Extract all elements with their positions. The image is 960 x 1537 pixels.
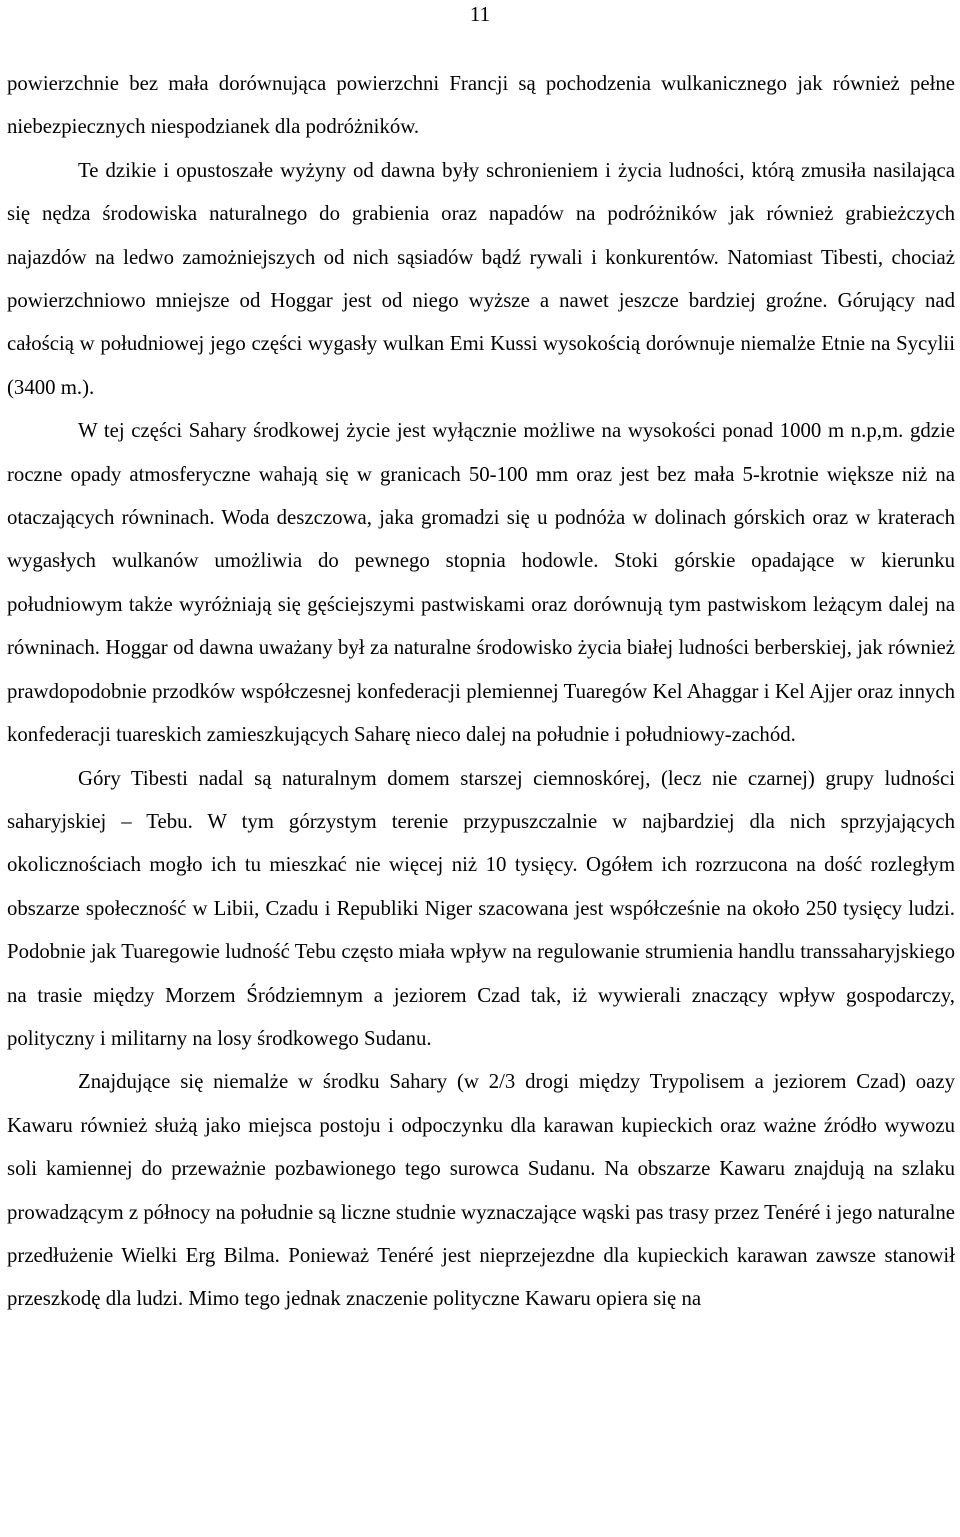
paragraph-tibesti-hoggar: Te dzikie i opustoszałe wyżyny od dawna były schronieniem i życia ludności, którą zmusiła nasilająca się nędza środowiska naturalnego do grabienia oraz napadów na podróżników jak również grabieżczych najazdów na ledwo zamożniejszych od nich sąsiadów bądź rywali i konkurentów. Natomiast Tibesti, chociaż powierzchniowo mniejsze od Hoggar jest od niego wyższe a nawet jeszcze bardziej groźne. Górujący nad całością w południowej jego części wygasły wulkan Emi Kussi wysokością dorównuje niemalże Etnie na Sycylii (3400 m.). (7, 158, 955, 399)
paragraph-continuation: powierzchnie bez mała dorównująca powierzchni Francji są pochodzenia wulkanicznego jak również pełne niebezpiecznych niespodzianek dla podróżników. (7, 72, 955, 139)
paragraph-life-conditions: W tej części Sahary środkowej życie jest wyłącznie możliwe na wysokości ponad 1000 m n.p,m. gdzie roczne opady atmosferyczne wahają się w granicach 50-100 mm oraz jest bez mała 5-krotnie większe niż na otaczających równinach. Woda deszczowa, jaka gromadzi się u podnóża w dolinach górskich oraz w kraterach wygasłych wulkanów umożliwia do pewnego stopnia hodowle. Stoki górskie opadające w kierunku południowym także wyróżniają się gęściejszymi pastwiskami oraz dorównują tym pastwiskom leżącym dalej na równinach. Hoggar od dawna uważany był za naturalne środowisko życia białej ludności berberskiej, jak również prawdopodobnie przodków współczesnej konfederacji plemiennej Tuaregów Kel Ahaggar i Kel Ajjer oraz innych konfederacji tuareskich zamieszkujących Saharę nieco dalej na południe i południowy-zachód. (7, 419, 955, 747)
paragraph-kawaru: Znajdujące się niemalże w środku Sahary (w 2/3 drogi między Trypolisem a jeziorem Czad) oazy Kawaru również służą jako miejsca postoju i odpoczynku dla karawan kupieckich oraz ważne źródło wywozu soli kamiennej do przeważnie pozbawionego tego surowca Sudanu. Na obszarze Kawaru znajdują na szlaku prowadzącym z północy na południe są liczne studnie wyznaczające wąski pas trasy przez Tenéré i jego naturalne przedłużenie Wielki Erg Bilma. Ponieważ Tenéré jest nieprzejezdne dla kupieckich karawan zawsze stanowił przeszkodę dla ludzi. Mimo tego jednak znaczenie polityczne Kawaru opiera się na (7, 1070, 955, 1311)
document-body (7, 62, 955, 1321)
page-number: 11 (469, 2, 491, 26)
paragraph-tebu: Góry Tibesti nadal są naturalnym domem starszej ciemnoskórej, (lecz nie czarnej) grupy ludności saharyjskiej – Tebu. W tym górzystym terenie przypuszczalnie w najbardziej dla nich sprzyjających okolicznościach mogło ich tu mieszkać nie więcej niż 10 tysięcy. Ogółem ich rozrzucona na dość rozległym obszarze społeczność w Libii, Czadu i Republiki Niger szacowana jest współcześnie na około 250 tysięcy ludzi. Podobnie jak Tuaregowie ludność Tebu często miała wpływ na regulowanie strumienia handlu transsaharyjskiego na trasie między Morzem Śródziemnym a jeziorem Czad tak, iż wywierali znaczący wpływ gospodarczy, polityczny i militarny na losy środkowego Sudanu. (7, 766, 955, 1050)
